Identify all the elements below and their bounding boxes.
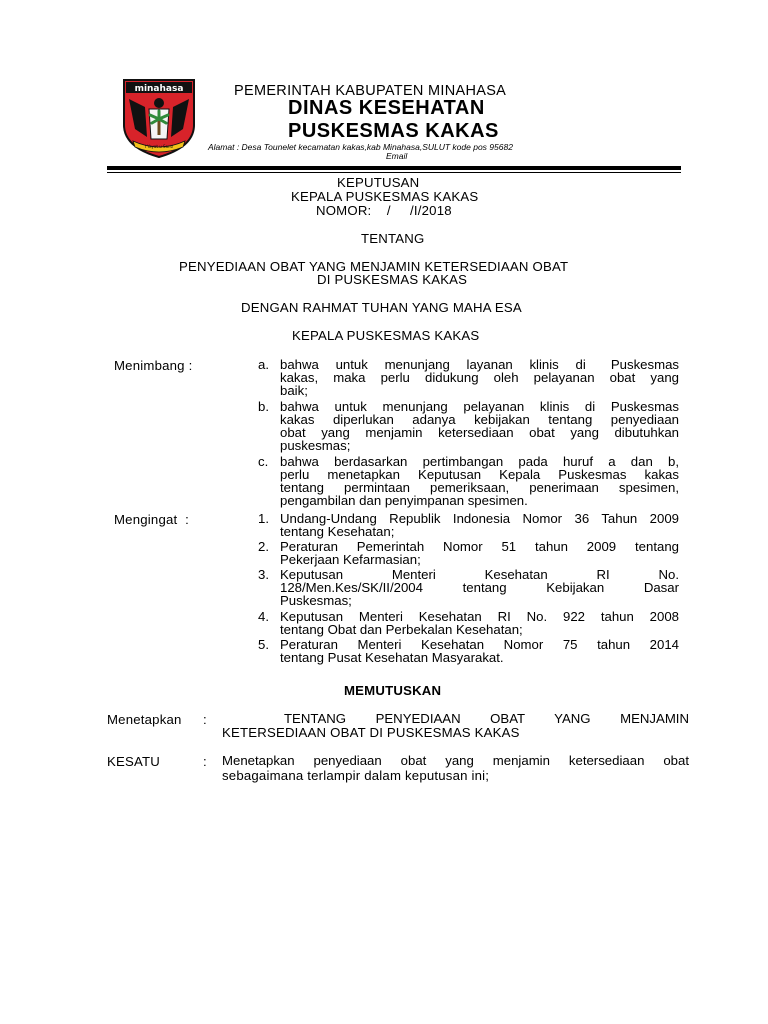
item-line: tentang Kesehatan; (280, 524, 395, 539)
kesatu-line-1 (222, 754, 689, 767)
kesatu-colon: : (203, 754, 207, 769)
item-line: tentang Pusat Kesehatan Masyarakat. (280, 650, 504, 665)
memutuskan-heading: MEMUTUSKAN (344, 683, 442, 698)
item-line: Puskesmas; (280, 593, 352, 608)
menimbang-item-c (258, 455, 679, 510)
mengingat-item-5 (258, 638, 679, 666)
mengingat-item-4 (258, 610, 679, 638)
mengingat-item-3 (258, 568, 679, 610)
item-marker: 5. (258, 637, 269, 652)
item-marker: b. (258, 399, 269, 414)
issuer-heading: KEPALA PUSKESMAS KAKAS (292, 328, 480, 343)
government-name: PEMERINTAH KABUPATEN MINAHASA (234, 83, 507, 99)
mengingat-label: Mengingat : (114, 512, 189, 527)
header-divider-thin (107, 172, 681, 173)
item-line: Keputusan Menteri Kesehatan RI No. 922 tahun 2008 (280, 609, 679, 624)
grace-formula: DENGAN RAHMAT TUHAN YANG MAHA ESA (241, 300, 522, 315)
item-line: tentang Obat dan Perbekalan Kesehatan; (280, 622, 523, 637)
logo-banner-text: I Yayat u Santi (144, 144, 174, 149)
kesatu-line-2: sebagaimana terlampir dalam keputusan ini; (222, 768, 490, 783)
menimbang-label: Menimbang : (114, 358, 193, 373)
item-line: kakas diperlukan adanya kebijakan tentang penyediaan (280, 412, 679, 427)
decree-number: NOMOR: / /I/2018 (316, 203, 452, 218)
item-line: TENTANG PENYEDIAAN OBAT YANG MENJAMIN (284, 711, 689, 726)
item-line: Keputusan Menteri Kesehatan RI No. (280, 567, 679, 582)
kesatu-label: KESATU (107, 754, 160, 769)
item-line: bahwa berdasarkan pertimbangan pada huruf a dan b, (280, 454, 679, 469)
email-line: Email (386, 151, 408, 161)
header-divider-thick (107, 166, 681, 170)
item-line: puskesmas; (280, 438, 351, 453)
agency-name: DINAS KESEHATAN (288, 97, 485, 119)
item-line: 128/Men.Kes/SK/II/2004 tentang Kebijakan Dasar (280, 580, 679, 595)
item-line: perlu menetapkan Keputusan Kepala Puskesmas kakas (280, 467, 679, 482)
item-marker: 4. (258, 609, 269, 624)
menetapkan-line-2: KETERSEDIAAN OBAT DI PUSKESMAS KAKAS (222, 725, 520, 740)
item-line: Peraturan Pemerintah Nomor 51 tahun 2009 tentang (280, 539, 679, 554)
mengingat-item-1 (258, 512, 679, 540)
item-marker: c. (258, 454, 269, 469)
menetapkan-colon: : (203, 712, 207, 727)
item-line: tentang permintaan pemeriksaan, penerimaan spesimen, (280, 480, 679, 495)
subject-line-2: DI PUSKESMAS KAKAS (317, 272, 468, 287)
address-line: Alamat : Desa Tounelet kecamatan kakas,kab Minahasa,SULUT kode pos 95682 (208, 142, 513, 152)
item-marker: 1. (258, 511, 269, 526)
subject-line-1: PENYEDIAAN OBAT YANG MENJAMIN KETERSEDIAAN OBAT (179, 259, 569, 274)
mengingat-item-2 (258, 540, 679, 568)
item-line: Pekerjaan Kefarmasian; (280, 552, 421, 567)
item-line: kakas, maka perlu didukung oleh pelayanan obat yang (280, 370, 679, 385)
item-line: baik; (280, 383, 308, 398)
about-label: TENTANG (361, 231, 425, 246)
item-line: Menetapkan penyediaan obat yang menjamin ketersediaan obat (222, 753, 689, 768)
item-line: bahwa untuk menunjang pelayanan klinis di Puskesmas (280, 399, 679, 414)
item-line: obat yang menjamin ketersediaan obat yang dibutuhkan (280, 425, 679, 440)
menetapkan-line-1 (284, 712, 689, 725)
facility-name: PUSKESMAS KAKAS (288, 120, 499, 142)
item-marker: 3. (258, 567, 269, 582)
menetapkan-label: Menetapkan (107, 712, 182, 727)
logo-title-text: minahasa (134, 84, 184, 94)
decree-issuer: KEPALA PUSKESMAS KAKAS (291, 189, 479, 204)
decree-type: KEPUTUSAN (337, 175, 420, 190)
item-line: Peraturan Menteri Kesehatan Nomor 75 tahun 2014 (280, 637, 679, 652)
item-line: Undang-Undang Republik Indonesia Nomor 36 Tahun 2009 (280, 511, 679, 526)
item-line: bahwa untuk menunjang layanan klinis di Puskesmas (280, 357, 679, 372)
item-line: pengambilan dan penyimpanan spesimen. (280, 493, 528, 508)
item-marker: a. (258, 357, 269, 372)
menimbang-item-b (258, 400, 679, 455)
menimbang-item-a (258, 358, 679, 400)
minahasa-logo (121, 77, 197, 159)
item-marker: 2. (258, 539, 269, 554)
